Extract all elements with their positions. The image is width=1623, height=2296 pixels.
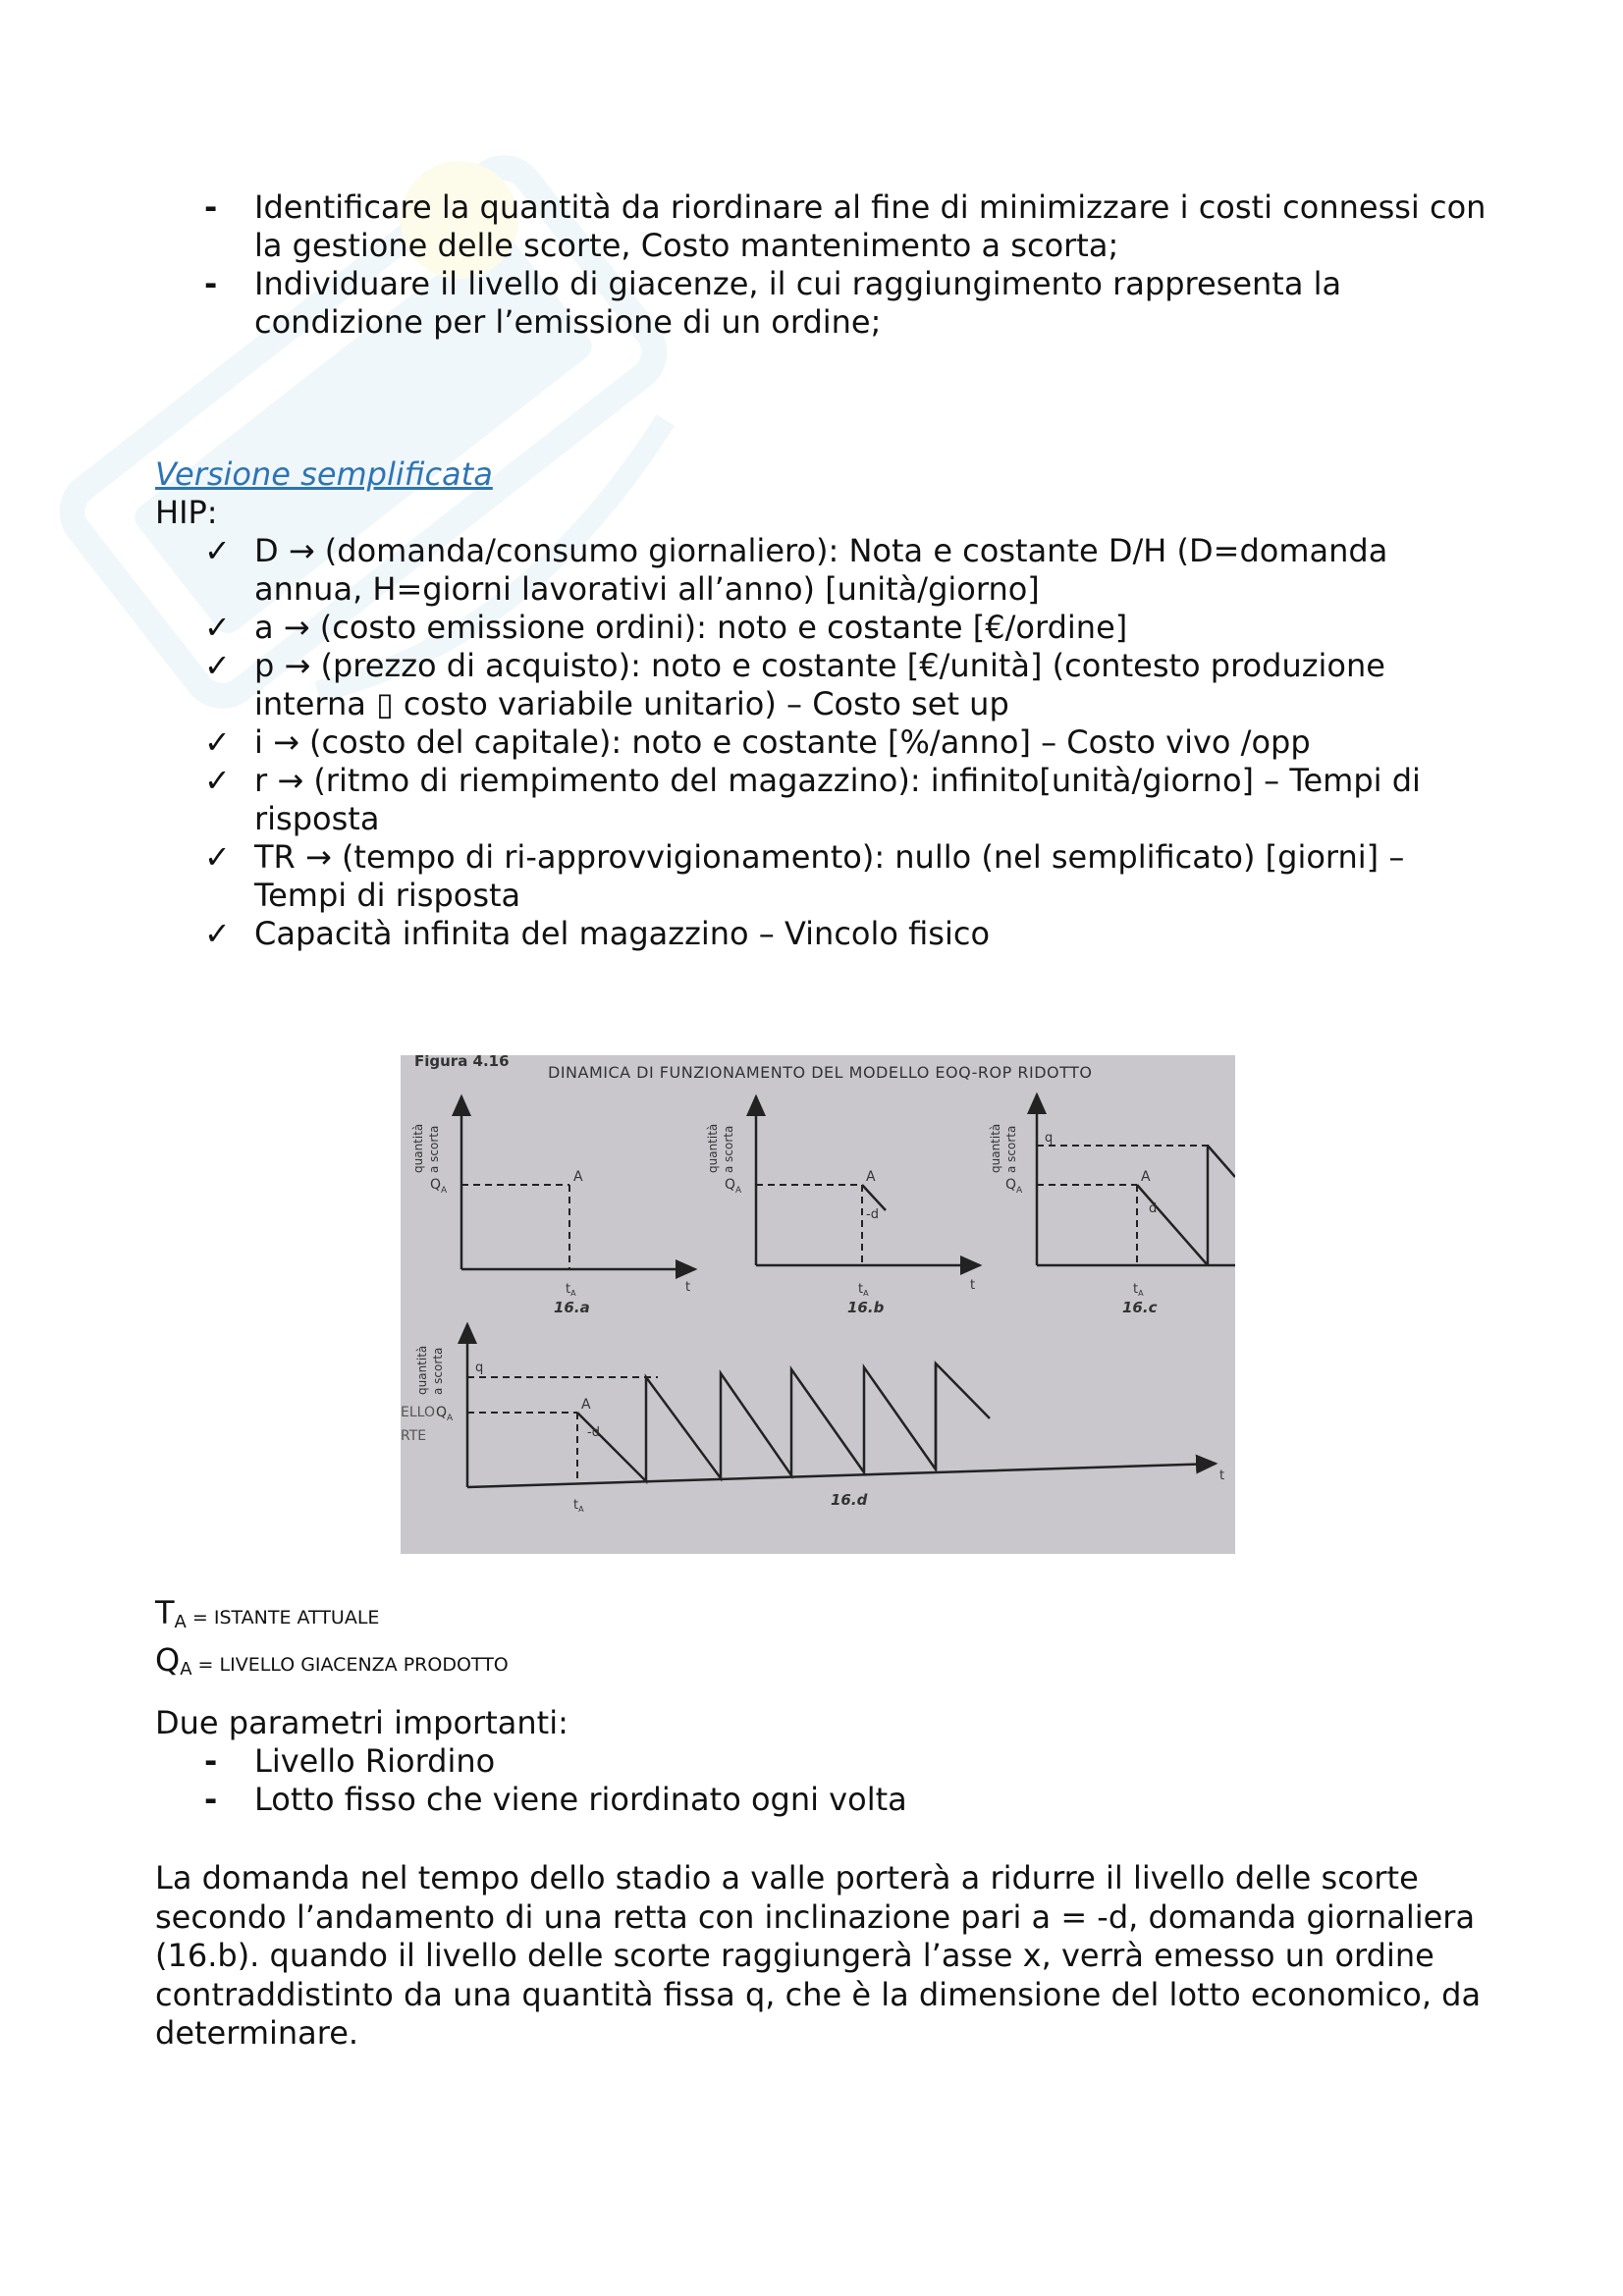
svg-text:tA: $t_A$	[573, 1498, 584, 1514]
svg-text:QA: $Q_A$	[436, 1405, 454, 1423]
check-icon: ✓	[204, 723, 231, 761]
svg-text:A: A	[573, 1169, 583, 1185]
svg-text:tA: $t_A$	[858, 1282, 869, 1298]
main-content	[155, 188, 1490, 953]
list-item: ✓ Capacità infinita del magazzino – Vincolo fisico	[204, 915, 991, 952]
list-item: - Livello Riordino	[204, 1742, 496, 1780]
svg-text:q: q	[475, 1361, 484, 1375]
list-item: - Individuare il livello di giacenze, il cui raggiungimento rappresenta la condizione per l’emissione di un ordine;	[204, 265, 1342, 341]
svg-text:quantità: quantità	[989, 1123, 1002, 1173]
hip-label: HIP:	[155, 494, 218, 531]
panel-label: 16.d	[831, 1491, 868, 1509]
svg-text:QA: $Q_A$	[430, 1177, 448, 1196]
svg-text:t: t	[685, 1280, 691, 1295]
svg-text:QA: $Q_A$	[1005, 1177, 1023, 1196]
margin-text: ELLO	[401, 1405, 435, 1420]
svg-text:quantità: quantità	[411, 1123, 425, 1173]
svg-text:-d: -d	[866, 1207, 879, 1222]
list-item: ✓ p → (prezzo di acquisto): noto e costante [€/unità] (contesto produzione interna ▯ costo variabile unitario) – Costo set up	[204, 647, 1385, 722]
figure-eoq-rop	[401, 1055, 1235, 1554]
params-section	[155, 1704, 1490, 1819]
section-title-link[interactable]: Versione semplificata	[155, 455, 493, 493]
list-item: ✓ a → (costo emissione ordini): noto e costante [€/ordine]	[204, 609, 1128, 646]
body-paragraph: La domanda nel tempo dello stadio a valle porterà a ridurre il livello delle scorte secondo l’andamento di una retta con inclinazione pari a = -d, domanda giornaliera (16.b). quando il livello delle scorte raggiungerà l’asse x, verrà emesso un ordine contraddistinto da una quantità fissa q, che è la dimensione del lotto economico, da determinare.	[155, 1859, 1482, 2052]
svg-text:tA: $t_A$	[566, 1282, 576, 1298]
svg-text:q: q	[1045, 1131, 1054, 1146]
margin-text: RTE	[401, 1428, 427, 1444]
list-item: ✓ r → (ritmo di riempimento del magazzino): infinito[unità/giorno] – Tempi di risposta	[204, 762, 1421, 837]
svg-text:a scorta: a scorta	[1004, 1125, 1018, 1173]
check-icon: ✓	[204, 838, 231, 876]
svg-text:A: A	[1141, 1169, 1151, 1185]
list-item: ✓ i → (costo del capitale): noto e costante [%/anno] – Costo vivo /opp	[204, 723, 1311, 761]
svg-text:a scorta: a scorta	[722, 1125, 735, 1173]
svg-text:-d: -d	[587, 1425, 600, 1440]
svg-text:tA: $t_A$	[1133, 1282, 1144, 1298]
svg-text:quantità: quantità	[415, 1345, 429, 1395]
panel-label: 16.b	[847, 1299, 885, 1316]
check-icon: ✓	[204, 609, 231, 646]
svg-text:a scorta: a scorta	[427, 1125, 441, 1173]
legend-qa: $Q_A$ = LIVELLO GIACENZA PRODOTTO	[155, 1641, 509, 1680]
panel-label: 16.a	[554, 1299, 590, 1316]
svg-text:d: d	[1149, 1201, 1158, 1216]
svg-text:quantità: quantità	[706, 1123, 720, 1173]
figure-title: DINAMICA DI FUNZIONAMENTO DEL MODELLO EOQ-ROP RIDOTTO	[548, 1063, 1093, 1082]
svg-text:A: A	[581, 1397, 591, 1413]
figure-number: Figura 4.16	[414, 1055, 510, 1070]
intro-list	[155, 188, 1490, 342]
figure-background	[401, 1055, 1235, 1554]
list-item: ✓ D → (domanda/consumo giornaliero): Nota e costante D/H (D=domanda annua, H=giorni lavorativi all’anno) [unità/giorno]	[204, 532, 1388, 608]
hypotheses-list	[155, 532, 1490, 953]
list-item: ✓ TR → (tempo di ri-approvvigionamento): nullo (nel semplificato) [giorni] – Tempi di risposta	[204, 838, 1405, 914]
params-title: Due parametri importanti:	[155, 1704, 568, 1741]
legend	[155, 1594, 509, 1688]
svg-text:t: t	[1219, 1468, 1225, 1483]
check-icon: ✓	[204, 915, 231, 952]
list-item: - Identificare la quantità da riordinare al fine di minimizzare i costi connessi con la gestione delle scorte, Costo mantenimento a scorta;	[204, 188, 1487, 264]
svg-text:A: A	[866, 1169, 876, 1185]
svg-text:a scorta: a scorta	[431, 1347, 445, 1395]
legend-ta: $T_A$ = ISTANTE ATTUALE	[155, 1594, 380, 1632]
params-list	[155, 1742, 1490, 1819]
list-item: - Lotto fisso che viene riordinato ogni volta	[204, 1781, 907, 1818]
check-icon: ✓	[204, 647, 231, 684]
panel-label: 16.c	[1122, 1299, 1158, 1316]
svg-text:t: t	[970, 1278, 976, 1293]
check-icon: ✓	[204, 762, 231, 799]
check-icon: ✓	[204, 532, 231, 569]
svg-text:QA: $Q_A$	[725, 1177, 742, 1196]
